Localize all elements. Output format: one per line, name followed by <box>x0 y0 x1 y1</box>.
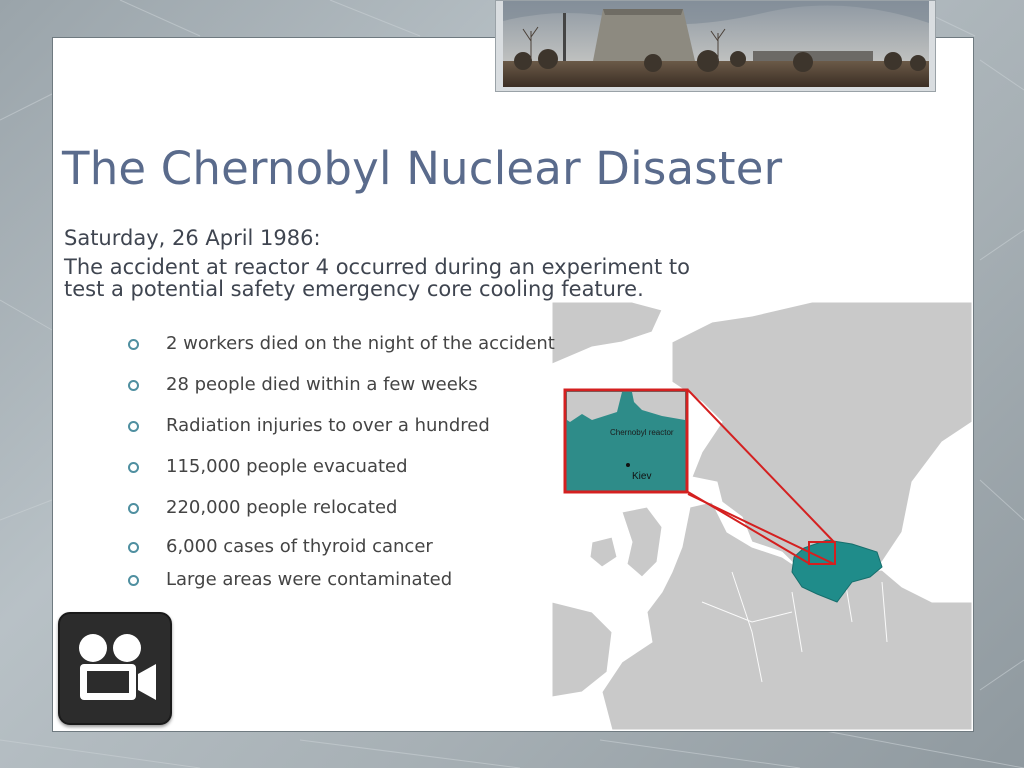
list-item: 6,000 cases of thyroid cancer <box>128 534 555 567</box>
list-item: Large areas were contaminated <box>128 567 555 597</box>
inset-label-reactor: Chernobyl reactor <box>610 428 674 437</box>
list-item: Radiation injuries to over a hundred <box>128 411 555 452</box>
ring-bullet-icon <box>128 462 139 473</box>
inset-label-city: Kiev <box>632 471 652 482</box>
ring-bullet-icon <box>128 380 139 391</box>
slide-subtitle <box>64 226 804 300</box>
date-line: Saturday, 26 April 1986: <box>64 226 321 250</box>
ring-bullet-icon <box>128 339 139 350</box>
ireland-landmass <box>590 537 617 567</box>
ring-bullet-icon <box>128 421 139 432</box>
europe-map <box>552 302 972 730</box>
description-line-2: test a potential safety emergency core cooling feature. <box>64 277 644 301</box>
video-camera-icon <box>60 614 170 723</box>
cooling-tower-photo <box>503 1 929 87</box>
list-item: 2 workers died on the night of the accident <box>128 329 555 370</box>
ring-bullet-icon <box>128 503 139 514</box>
list-item: 220,000 people relocated <box>128 493 555 534</box>
greenland-landmass <box>552 302 662 364</box>
map-land <box>552 302 972 730</box>
bullet-list <box>128 329 555 597</box>
description-line-1: The accident at reactor 4 occurred during an experiment to <box>64 255 690 279</box>
video-play-button[interactable] <box>58 612 172 725</box>
slide-title: The Chernobyl Nuclear Disaster <box>62 142 783 195</box>
map-inset <box>565 390 687 492</box>
list-item: 115,000 people evacuated <box>128 452 555 493</box>
ring-bullet-icon <box>128 542 139 553</box>
britain-landmass <box>622 507 662 577</box>
header-photo <box>495 0 936 92</box>
iberia-landmass <box>552 602 612 697</box>
ring-bullet-icon <box>128 575 139 586</box>
list-item: 28 people died within a few weeks <box>128 370 555 411</box>
